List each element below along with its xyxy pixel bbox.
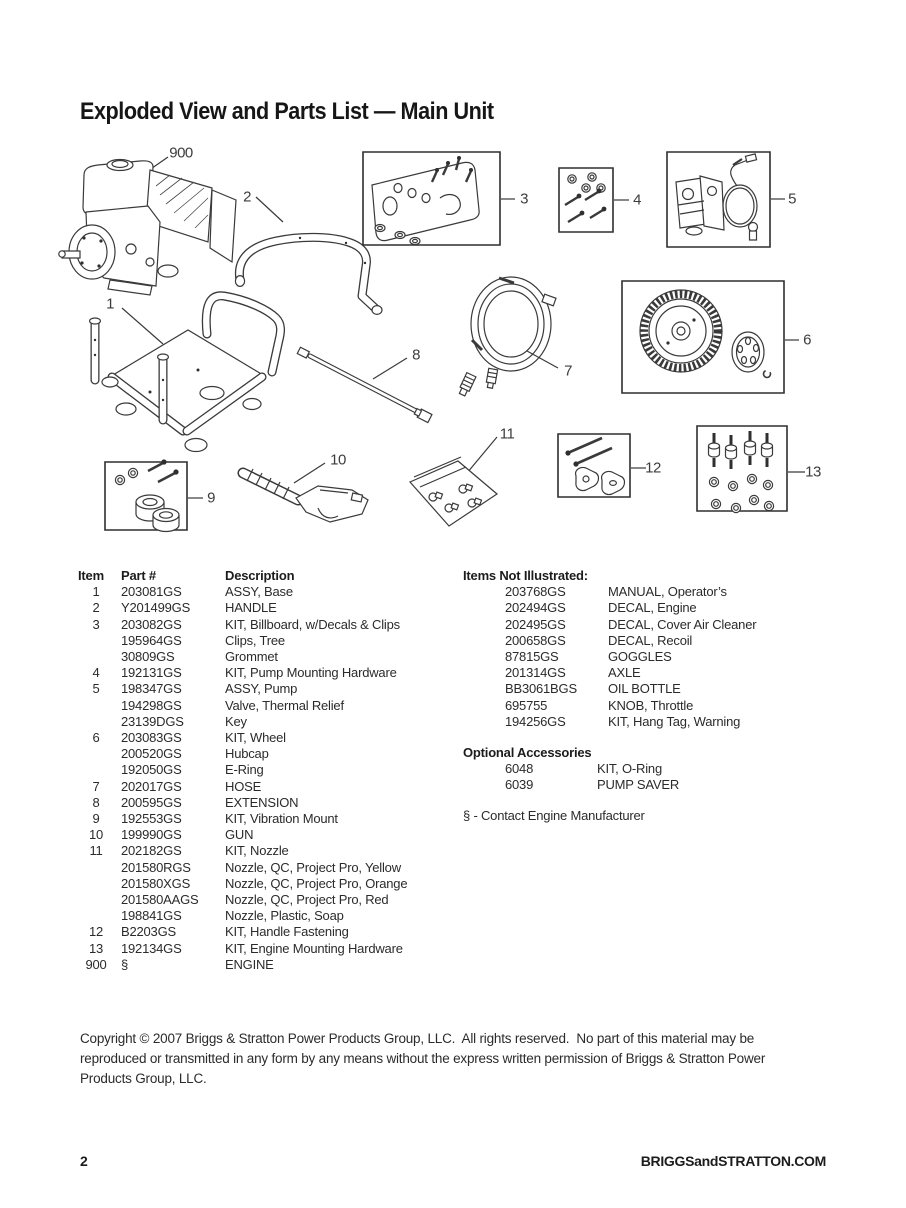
engine-drawing (59, 160, 236, 296)
website-text: BRIGGSandSTRATTON.COM (640, 1153, 826, 1169)
pump-hardware-kit-drawing (559, 168, 613, 232)
cell-part-number: 198347GS (121, 681, 182, 697)
not-illustrated-title: Items Not Illustrated: (463, 568, 588, 583)
nozzles (429, 484, 482, 512)
table-row (78, 876, 407, 892)
cell-description: EXTENSION (225, 794, 299, 810)
table-row (78, 827, 407, 843)
table-row (78, 665, 407, 681)
grommets (375, 225, 420, 245)
table-row (505, 698, 756, 714)
screws (432, 156, 473, 182)
cell-part-number: 201314GS (505, 665, 566, 681)
cell-part-number: 192134GS (121, 940, 182, 956)
page-footer (80, 1153, 826, 1169)
callout-4: 4 (633, 191, 641, 209)
items-not-illustrated (463, 568, 756, 730)
cell-item (78, 860, 114, 876)
cell-part-number: Y201499GS (121, 600, 191, 616)
cell-item: 10 (88, 827, 104, 843)
cell-description: KIT, Billboard, w/Decals & Clips (225, 616, 400, 632)
callout-12: 12 (645, 459, 661, 477)
cell-description: KIT, Nozzle (225, 843, 289, 859)
cell-item: 3 (92, 616, 100, 632)
table-row (505, 761, 679, 777)
cell-item: 9 (92, 811, 100, 827)
table-row (78, 860, 407, 876)
cell-description: Valve, Thermal Relief (225, 697, 344, 713)
wheel-kit-drawing (622, 281, 784, 393)
callout-900: 900 (169, 144, 193, 162)
table-row (78, 941, 407, 957)
cell-description: KIT, O-Ring (597, 761, 662, 777)
cell-item: 2 (92, 600, 100, 616)
table-row (78, 924, 407, 940)
cell-description: ENGINE (225, 956, 274, 972)
cell-item: 4 (92, 665, 100, 681)
engine-mounting-kit-drawing (697, 426, 787, 513)
cell-item (78, 876, 114, 892)
gun-drawing (243, 469, 368, 522)
table-row (505, 665, 756, 681)
cell-part-number: BB3061BGS (505, 681, 577, 697)
table-row (78, 600, 407, 616)
optional-accessories-rows (463, 761, 679, 793)
cell-part-number: 87815GS (505, 649, 559, 665)
cell-item (78, 746, 114, 762)
billboard-kit-drawing (363, 152, 500, 245)
cell-item: 8 (92, 794, 100, 810)
cell-item: 12 (88, 924, 104, 940)
cell-description: MANUAL, Operator’s (608, 584, 727, 600)
callout-7: 7 (564, 362, 572, 380)
parts-table-rows (78, 584, 407, 973)
table-row (505, 617, 756, 633)
cell-description: GOGGLES (608, 649, 672, 665)
cell-part-number: 198841GS (121, 908, 182, 924)
cell-description: Key (225, 713, 247, 729)
cell-description: Nozzle, QC, Project Pro, Orange (225, 875, 408, 891)
table-row (78, 957, 407, 973)
table-row (78, 617, 407, 633)
cell-part-number: 199990GS (121, 827, 182, 843)
header-description: Description (225, 568, 295, 583)
callout-2: 2 (243, 188, 251, 206)
cell-description: KIT, Hang Tag, Warning (608, 713, 741, 729)
cell-item: 5 (92, 681, 100, 697)
table-row (505, 649, 756, 665)
callout-11: 11 (499, 425, 515, 443)
cell-part-number: 6039 (505, 777, 534, 793)
cell-description: PUMP SAVER (597, 777, 680, 793)
cell-part-number: B2203GS (121, 924, 176, 940)
cell-item (78, 762, 114, 778)
table-row (505, 714, 756, 730)
cell-part-number: 30809GS (121, 649, 175, 665)
cell-part-number: 195964GS (121, 632, 182, 648)
cell-description: Nozzle, Plastic, Soap (225, 908, 344, 924)
cell-item (78, 649, 114, 665)
table-row (78, 698, 407, 714)
hose-fitting (458, 373, 476, 397)
parts-table (78, 568, 407, 973)
cell-part-number: 192131GS (121, 665, 182, 681)
callout-9: 9 (207, 489, 215, 507)
not-illustrated-rows (463, 584, 756, 730)
cell-part-number: 200658GS (505, 632, 566, 648)
parts-table-header (78, 568, 407, 584)
cell-part-number: 201580RGS (121, 859, 191, 875)
cell-description: KIT, Engine Mounting Hardware (225, 940, 403, 956)
studs (709, 431, 773, 469)
cell-description: GUN (225, 827, 254, 843)
table-row (78, 779, 407, 795)
cell-part-number: 192553GS (121, 811, 182, 827)
cell-description: AXLE (608, 665, 641, 681)
cell-item: 900 (85, 956, 107, 972)
copyright-line: Products Group, LLC. (80, 1071, 207, 1086)
cell-description: KIT, Handle Fastening (225, 924, 349, 940)
cell-item: 13 (88, 940, 104, 956)
cell-description: KIT, Vibration Mount (225, 811, 338, 827)
table-row (505, 600, 756, 616)
cell-part-number: 695755 (505, 697, 548, 713)
cell-description: Nozzle, QC, Project Pro, Yellow (225, 859, 401, 875)
cell-part-number: 202182GS (121, 843, 182, 859)
table-row (78, 811, 407, 827)
cell-part-number: 203083GS (121, 730, 182, 746)
table-row (505, 681, 756, 697)
cell-part-number: 203081GS (121, 584, 182, 600)
cell-description: E-Ring (225, 762, 264, 778)
table-row (78, 633, 407, 649)
cell-description: OIL BOTTLE (608, 681, 681, 697)
table-row (505, 633, 756, 649)
table-row (78, 746, 407, 762)
optional-accessories (463, 745, 679, 794)
cell-part-number: 201580AAGS (121, 892, 199, 908)
table-row (78, 843, 407, 859)
table-row (505, 584, 756, 600)
engine-footnote: § - Contact Engine Manufacturer (463, 808, 645, 823)
table-row (78, 908, 407, 924)
cell-description: Grommet (225, 649, 278, 665)
cell-description: Hubcap (225, 746, 269, 762)
cell-description: KNOB, Throttle (608, 697, 694, 713)
header-item: Item (78, 568, 104, 583)
cell-item: 7 (92, 778, 100, 794)
cell-part-number: 194256GS (505, 713, 566, 729)
callout-1: 1 (106, 295, 114, 313)
cell-part-number: 200520GS (121, 746, 182, 762)
copyright-line: Copyright © 2007 Briggs & Stratton Power Products Group, LLC. All rights reserved. No part of this material may be (80, 1031, 755, 1046)
rubber-mount (136, 495, 164, 521)
cell-description: ASSY, Pump (225, 681, 298, 697)
bolts (565, 189, 606, 222)
page-title: Exploded View and Parts List — Main Unit (80, 98, 494, 125)
callout-6: 6 (803, 331, 811, 349)
cell-part-number: 6048 (505, 761, 534, 777)
callout-8: 8 (412, 346, 420, 364)
cell-part-number: 203768GS (505, 584, 566, 600)
cell-item (78, 908, 114, 924)
cell-part-number: 202494GS (505, 600, 566, 616)
leader-lines (122, 157, 805, 498)
nozzle-kit-drawing (410, 457, 497, 526)
cell-description: HOSE (225, 778, 262, 794)
cell-part-number: 202017GS (121, 778, 182, 794)
vibration-mount-kit-drawing (105, 459, 187, 531)
cell-part-number: 202495GS (505, 616, 566, 632)
cell-item (78, 714, 114, 730)
cell-part-number: 23139DGS (121, 713, 184, 729)
cell-part-number: 192050GS (121, 762, 182, 778)
handle-fastening-kit-drawing (558, 434, 630, 497)
header-part: Part # (121, 568, 156, 583)
cell-description: DECAL, Recoil (608, 632, 693, 648)
table-row (78, 730, 407, 746)
table-row (78, 795, 407, 811)
callout-3: 3 (520, 190, 528, 208)
copyright-notice (80, 1029, 765, 1089)
cell-description: DECAL, Cover Air Cleaner (608, 616, 757, 632)
hose-drawing (458, 277, 556, 397)
cell-description: Clips, Tree (225, 632, 285, 648)
callout-10: 10 (330, 451, 346, 469)
cell-part-number: 200595GS (121, 794, 182, 810)
table-row (78, 584, 407, 600)
callout-13: 13 (805, 463, 821, 481)
cell-item: 6 (92, 730, 100, 746)
cell-description: Nozzle, QC, Project Pro, Red (225, 892, 389, 908)
callout-5: 5 (788, 190, 796, 208)
pump-assembly-drawing (667, 152, 770, 247)
cell-item: 11 (89, 843, 103, 859)
cell-description: ASSY, Base (225, 584, 293, 600)
cell-description: HANDLE (225, 600, 277, 616)
cell-item (78, 633, 114, 649)
cell-part-number: 203082GS (121, 616, 182, 632)
optional-accessories-title: Optional Accessories (463, 745, 592, 760)
cell-part-number: 194298GS (121, 697, 182, 713)
base-drawing (90, 296, 281, 452)
table-row (78, 649, 407, 665)
cell-part-number: § (121, 956, 129, 972)
cell-description: DECAL, Engine (608, 600, 697, 616)
table-row (78, 762, 407, 778)
table-row (78, 892, 407, 908)
cell-item (78, 698, 114, 714)
handle-drawing (235, 237, 382, 315)
table-row (78, 681, 407, 697)
rubber-mount (153, 509, 179, 532)
table-row (78, 714, 407, 730)
table-row (505, 777, 679, 793)
nuts (709, 474, 773, 512)
copyright-line: reproduced or transmitted in any form by any means without the express written permission of Briggs & Stratton Power (80, 1051, 766, 1066)
hose-fitting (485, 368, 497, 388)
cell-description: KIT, Pump Mounting Hardware (225, 665, 397, 681)
cell-item: 1 (92, 584, 100, 600)
page-number: 2 (80, 1153, 88, 1169)
cell-item (78, 892, 114, 908)
cell-description: KIT, Wheel (225, 730, 286, 746)
cell-part-number: 201580XGS (121, 875, 191, 891)
